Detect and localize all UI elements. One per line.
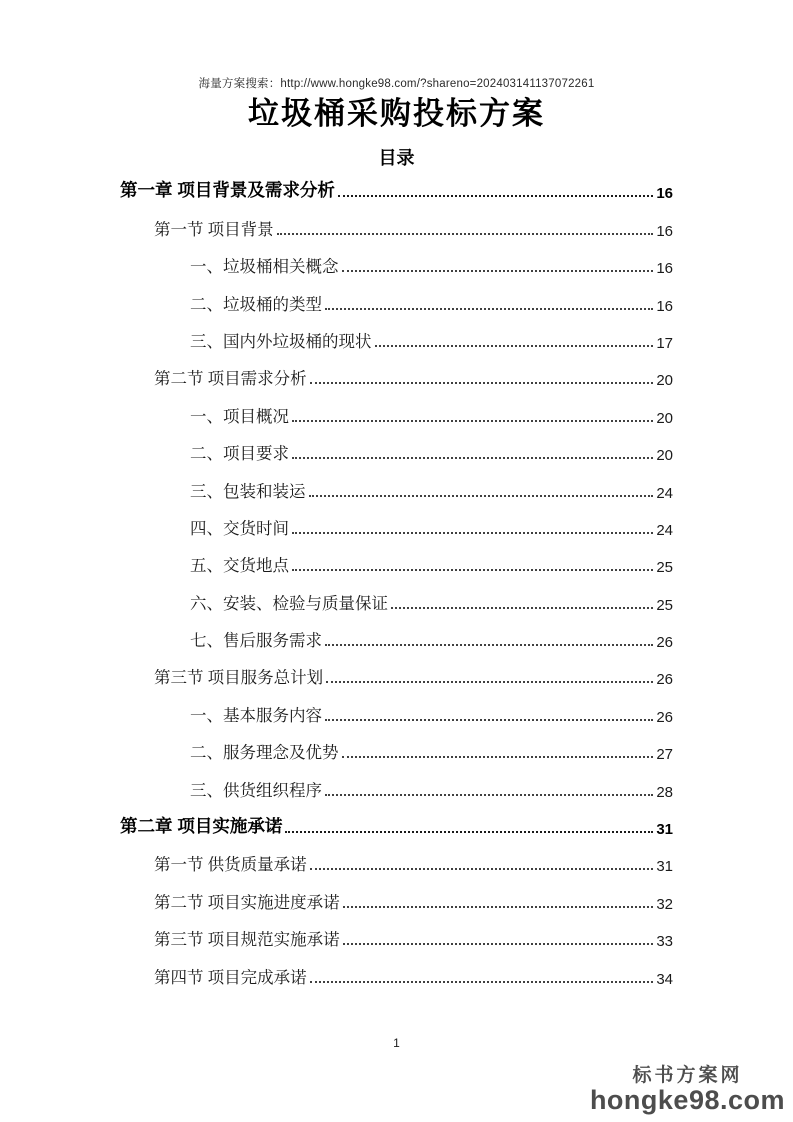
toc-list	[120, 170, 673, 993]
brand-logo	[590, 1066, 785, 1114]
toc-leader-dots	[325, 644, 653, 646]
toc-entry[interactable]	[120, 245, 673, 282]
toc-heading: 目录	[378, 148, 415, 168]
toc-entry-page: 20	[656, 372, 673, 390]
toc-leader-dots	[277, 233, 654, 235]
toc-entry[interactable]	[120, 880, 673, 917]
toc-entry-page: 27	[656, 746, 673, 764]
toc-entry-label: 四、交货时间	[190, 518, 289, 538]
brand-domain: hongke98.com	[589, 1084, 785, 1115]
toc-leader-dots	[292, 569, 653, 571]
toc-entry[interactable]	[120, 507, 673, 544]
toc-entry-label: 二、垃圾桶的类型	[190, 294, 322, 314]
toc-leader-dots	[310, 981, 654, 983]
toc-entry-label: 一、基本服务内容	[190, 705, 322, 725]
header-search-line: 海量方案搜索：http://www.hongke98.com/?shareno=202403141137072261	[198, 78, 595, 90]
toc-entry-label: 六、安装、检验与质量保证	[190, 593, 388, 613]
toc-entry-label: 三、包装和装运	[190, 481, 306, 501]
toc-leader-dots	[342, 270, 654, 272]
toc-entry[interactable]	[120, 619, 673, 656]
toc-entry-page: 16	[656, 185, 673, 203]
toc-entry[interactable]	[120, 394, 673, 431]
toc-entry[interactable]	[120, 320, 673, 357]
toc-leader-dots	[310, 868, 654, 870]
toc-entry-label: 三、国内外垃圾桶的现状	[190, 331, 372, 351]
toc-entry-page: 25	[656, 559, 673, 577]
toc-entry-page: 16	[656, 297, 673, 315]
toc-leader-dots	[292, 532, 653, 534]
toc-leader-dots	[375, 345, 654, 347]
toc-entry-page: 20	[656, 409, 673, 427]
toc-entry[interactable]	[120, 731, 673, 768]
toc-leader-dots	[309, 495, 654, 497]
toc-entry[interactable]	[120, 918, 673, 955]
toc-leader-dots	[342, 756, 654, 758]
toc-leader-dots	[292, 420, 653, 422]
toc-leader-dots	[325, 794, 653, 796]
toc-entry-page: 17	[656, 334, 673, 352]
toc-entry-page: 20	[656, 447, 673, 465]
toc-leader-dots	[343, 906, 654, 908]
toc-entry-label: 第三节 项目规范实施承诺	[154, 930, 340, 950]
toc-entry-label: 七、售后服务需求	[190, 631, 322, 651]
document-title: 垃圾桶采购投标方案	[248, 96, 545, 131]
toc-entry-label: 第三节 项目服务总计划	[154, 668, 324, 688]
toc-entry[interactable]	[120, 581, 673, 618]
toc-entry-label: 一、垃圾桶相关概念	[190, 257, 339, 277]
toc-entry-label: 第二章 项目实施承诺	[120, 816, 283, 837]
toc-entry[interactable]	[120, 282, 673, 319]
toc-entry-page: 31	[656, 858, 673, 876]
toc-entry-label: 五、交货地点	[190, 556, 289, 576]
toc-leader-dots	[326, 681, 653, 683]
toc-entry[interactable]	[120, 469, 673, 506]
toc-entry-page: 26	[656, 634, 673, 652]
toc-entry-label: 第二节 项目实施进度承诺	[154, 892, 340, 912]
toc-entry[interactable]	[120, 656, 673, 693]
toc-entry[interactable]	[120, 806, 673, 843]
toc-entry-page: 26	[656, 671, 673, 689]
toc-leader-dots	[310, 382, 654, 384]
toc-entry-page: 24	[656, 484, 673, 502]
toc-leader-dots	[292, 457, 653, 459]
toc-leader-dots	[343, 943, 654, 945]
toc-leader-dots	[338, 195, 653, 197]
toc-entry-label: 二、服务理念及优势	[190, 743, 339, 763]
toc-entry-label: 一、项目概况	[190, 406, 289, 426]
toc-entry-label: 第一节 供货质量承诺	[154, 855, 307, 875]
toc-entry-page: 26	[656, 708, 673, 726]
toc-entry-page: 32	[656, 895, 673, 913]
toc-entry-label: 第四节 项目完成承诺	[154, 967, 307, 987]
toc-entry-label: 第二节 项目需求分析	[154, 369, 307, 389]
toc-entry-page: 16	[656, 222, 673, 240]
toc-entry[interactable]	[120, 432, 673, 469]
toc-entry-page: 28	[656, 783, 673, 801]
toc-entry[interactable]	[120, 207, 673, 244]
toc-entry-page: 25	[656, 596, 673, 614]
toc-entry-label: 二、项目要求	[190, 444, 289, 464]
toc-entry-page: 31	[656, 821, 673, 839]
toc-entry-page: 34	[656, 970, 673, 988]
toc-entry[interactable]	[120, 843, 673, 880]
toc-entry-label: 第一章 项目背景及需求分析	[120, 180, 335, 201]
footer-page-number: 1	[393, 1036, 400, 1050]
toc-entry[interactable]	[120, 170, 673, 207]
toc-entry[interactable]	[120, 357, 673, 394]
toc-entry[interactable]	[120, 693, 673, 730]
toc-entry-page: 16	[656, 260, 673, 278]
toc-entry-page: 24	[656, 521, 673, 539]
toc-leader-dots	[325, 719, 653, 721]
toc-entry[interactable]	[120, 768, 673, 805]
toc-entry-label: 第一节 项目背景	[154, 219, 274, 239]
toc-leader-dots	[391, 607, 653, 609]
toc-leader-dots	[325, 308, 653, 310]
toc-entry[interactable]	[120, 955, 673, 992]
toc-leader-dots	[285, 831, 653, 833]
toc-entry-label: 三、供货组织程序	[190, 780, 322, 800]
toc-entry[interactable]	[120, 544, 673, 581]
toc-entry-page: 33	[656, 933, 673, 951]
brand-name: 标书方案网	[632, 1064, 743, 1086]
